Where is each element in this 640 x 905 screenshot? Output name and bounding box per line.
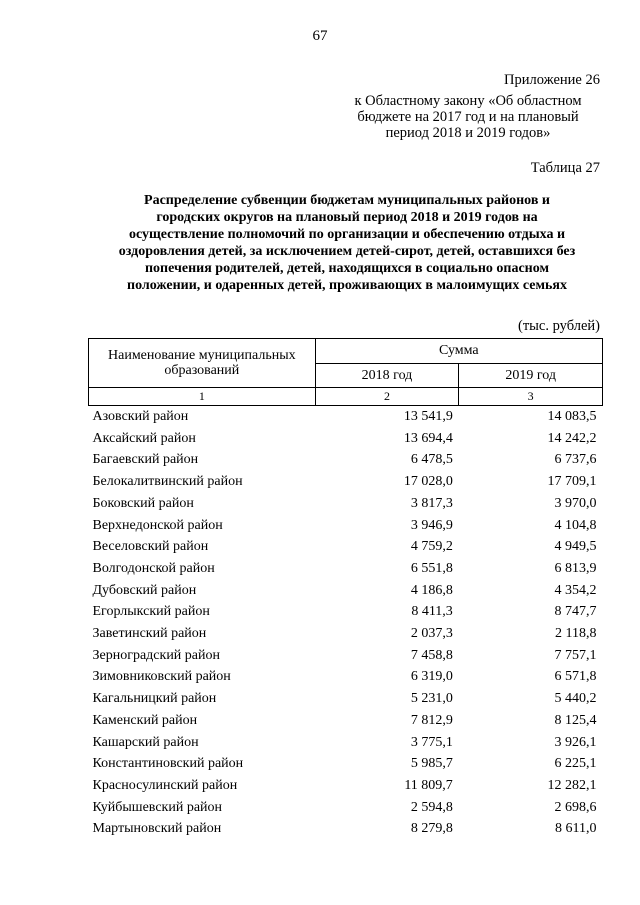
value-2018: 13 541,9	[403, 409, 453, 424]
value-2018: 4 186,8	[410, 582, 453, 598]
column-number-3: 3	[459, 388, 603, 406]
value-2019: 6 813,9	[554, 560, 597, 576]
value-2019: 6 225,1	[554, 756, 597, 772]
value-2019: 4 354,2	[554, 582, 597, 598]
municipality-name: Куйбышевский район	[92, 799, 223, 815]
value-2018: 3 946,9	[410, 517, 453, 533]
municipality-name: Веселовский район	[92, 539, 209, 555]
table-row	[89, 818, 603, 840]
value-2018: 13 694,4	[403, 430, 453, 446]
heading-line: осуществление полномочий по организации и обеспечению отдыха и	[128, 227, 566, 242]
value-2018: 4 759,2	[410, 539, 453, 555]
law-reference	[330, 93, 606, 141]
municipality-name: Зимовниковский район	[92, 669, 231, 685]
value-2018: 7 812,9	[410, 712, 453, 728]
value-2018: 6 319,0	[410, 669, 453, 685]
value-2018: 3 817,3	[410, 495, 453, 511]
heading-line: оздоровления детей, за исключением детей-сирот, детей, оставшихся без	[118, 244, 576, 259]
value-2018: 11 809,7	[404, 777, 453, 793]
table-row	[89, 645, 603, 667]
table-row	[89, 688, 603, 710]
column-number-1: 1	[89, 388, 316, 406]
value-2019: 14 083,5	[547, 409, 597, 424]
table-number: Таблица 27	[530, 160, 600, 176]
table-body	[89, 406, 603, 841]
value-2018: 17 028,0	[403, 474, 453, 490]
law-line: к Областному закону «Об областном	[354, 93, 582, 109]
value-2019: 12 282,1	[547, 777, 597, 793]
value-2019: 6 571,8	[554, 669, 597, 685]
column-header-2019: 2019 год	[459, 364, 603, 388]
municipality-name: Боковский район	[92, 495, 194, 511]
municipality-name: Кагальницкий район	[92, 691, 217, 707]
table-row	[89, 732, 603, 754]
value-2019: 17 709,1	[547, 474, 597, 490]
table-row	[89, 493, 603, 515]
value-2018: 2 594,8	[410, 799, 453, 815]
table-row	[89, 710, 603, 732]
value-2018: 3 775,1	[410, 734, 453, 750]
value-2019: 2 698,6	[554, 799, 597, 815]
municipality-name: Дубовский район	[92, 582, 197, 598]
municipality-name: Мартыновский район	[92, 821, 222, 837]
table-row	[89, 515, 603, 537]
table-row	[89, 753, 603, 775]
municipality-name: Верхнедонской район	[92, 517, 223, 533]
municipality-name: Аксайский район	[92, 430, 196, 446]
table-row	[89, 580, 603, 602]
value-2018: 2 037,3	[410, 626, 453, 642]
table-row	[89, 601, 603, 623]
municipality-name: Багаевский район	[92, 452, 199, 468]
page-number: 67	[312, 28, 328, 44]
table-row	[89, 536, 603, 558]
municipality-name: Каменский район	[92, 712, 198, 728]
table-row	[89, 623, 603, 645]
value-2019: 4 949,5	[554, 539, 597, 555]
table-row	[89, 775, 603, 797]
value-2019: 6 737,6	[554, 452, 597, 468]
municipality-name: Красносулинский район	[92, 777, 238, 793]
municipality-name: Егорлыкский район	[92, 604, 210, 620]
table-row	[89, 428, 603, 450]
value-2019: 8 747,7	[554, 604, 597, 620]
table-row	[89, 797, 603, 819]
municipality-name: Заветинский район	[92, 626, 207, 642]
table-row	[89, 558, 603, 580]
municipality-name: Кашарский район	[92, 734, 199, 750]
heading-line: городских округов на плановый период 2018 и 2019 годов на	[156, 210, 538, 225]
value-2018: 5 231,0	[410, 691, 453, 707]
column-header-2018: 2018 год	[315, 364, 459, 388]
table-row	[89, 449, 603, 471]
heading-line: положении, и одаренных детей, проживающих в малоимущих семьях	[127, 278, 567, 293]
column-header-sum: Сумма	[315, 339, 602, 364]
value-2018: 5 985,7	[410, 756, 453, 772]
value-2018: 7 458,8	[410, 647, 453, 663]
law-line: бюджете на 2017 год и на плановый	[357, 109, 579, 125]
value-2019: 8 125,4	[554, 712, 597, 728]
value-2018: 8 279,8	[410, 821, 453, 837]
value-2019: 2 118,8	[555, 626, 597, 642]
table-row	[89, 406, 603, 428]
appendix-label: Приложение 26	[504, 72, 600, 88]
heading-line: попечения родителей, детей, находящихся в социально опасном	[144, 261, 550, 276]
heading-line: Распределение субвенции бюджетам муниципальных районов и	[144, 193, 550, 208]
table-row	[89, 471, 603, 493]
table-row	[89, 666, 603, 688]
value-2018: 8 411,3	[411, 604, 453, 620]
value-2019: 4 104,8	[554, 517, 597, 533]
value-2019: 5 440,2	[554, 691, 597, 707]
municipality-name: Белокалитвинский район	[92, 474, 243, 490]
subvention-table	[88, 338, 603, 840]
value-2018: 6 551,8	[410, 560, 453, 576]
table-header	[89, 339, 603, 406]
value-2019: 14 242,2	[547, 430, 597, 446]
municipality-name: Константиновский район	[92, 756, 244, 772]
value-2018: 6 478,5	[410, 452, 453, 468]
column-header-name: Наименование муниципальных образований	[89, 339, 316, 388]
value-2019: 3 926,1	[554, 734, 597, 750]
value-2019: 7 757,1	[554, 647, 597, 663]
municipality-name: Волгодонской район	[92, 560, 215, 576]
municipality-name: Азовский район	[92, 409, 189, 424]
document-heading	[92, 192, 602, 294]
value-2019: 8 611,0	[555, 821, 597, 837]
law-line: период 2018 и 2019 годов»	[385, 125, 551, 141]
units-label: (тыс. рублей)	[518, 318, 600, 334]
municipality-name: Зерноградский район	[92, 647, 220, 663]
column-number-2: 2	[315, 388, 459, 406]
value-2019: 3 970,0	[554, 495, 597, 511]
